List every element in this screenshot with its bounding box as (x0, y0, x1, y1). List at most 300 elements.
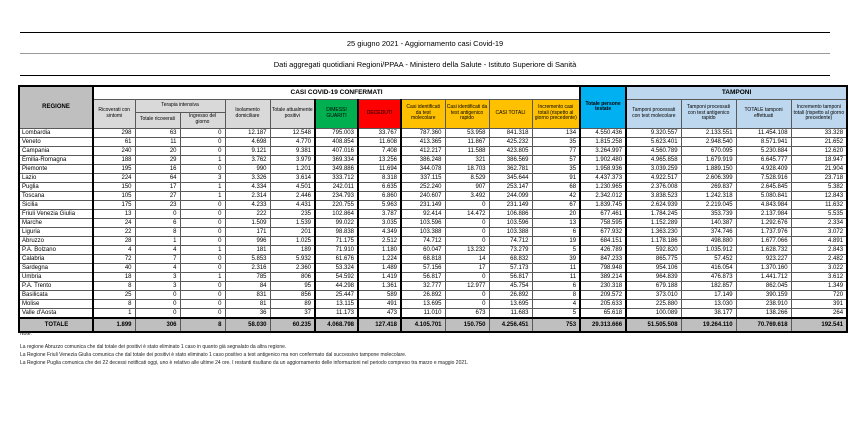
cell-isolamento: 4.698 (225, 137, 270, 146)
cell-casi_antigenico: 13.232 (445, 245, 489, 254)
cell-tamponi_molecolare: 225.880 (626, 299, 681, 308)
cell-incremento_tamponi: 33.328 (791, 128, 847, 137)
cell-ti_totale: 0 (135, 299, 180, 308)
cell-tamponi_totale: 8.571.941 (736, 137, 791, 146)
note-line: La regione Abruzzo comunica che dal totale dei positivi è stato eliminato 1 caso in quanto già segnalato da altra regione. (20, 344, 287, 350)
table-row (19, 209, 847, 218)
cell-tamponi_antigenico: 1.679.919 (681, 155, 736, 164)
cell-casi_totali: 11.683 (489, 308, 532, 318)
cell-deceduti: 4.349 (358, 227, 401, 236)
cell-deceduti: 1.361 (358, 281, 401, 290)
cell-casi_molecolare: 68.818 (401, 254, 445, 263)
cell-tamponi_antigenico: 182.857 (681, 281, 736, 290)
header-persone-testate: Totale persone testate (580, 86, 626, 128)
cell-incremento_casi: 11 (532, 263, 580, 272)
cell-ti_totale: 23 (135, 200, 180, 209)
cell-incremento_casi: 77 (532, 146, 580, 155)
cell-tamponi_antigenico: 13.030 (681, 299, 736, 308)
cell-tamponi_totale: 11.454.108 (736, 128, 791, 137)
cell-guariti: 407.016 (315, 146, 358, 155)
table-row (19, 137, 847, 146)
cell-casi_molecolare: 337.115 (401, 173, 445, 182)
cell-ricoverati: 24 (93, 218, 135, 227)
cell-casi_totali: 4.256.451 (489, 318, 532, 332)
cell-casi_antigenico: 18.703 (445, 164, 489, 173)
cell-tamponi_antigenico: 140.387 (681, 218, 736, 227)
cell-casi_totali: 57.173 (489, 263, 532, 272)
cell-casi_molecolare: 26.892 (401, 290, 445, 299)
cell-incremento_casi: 91 (532, 173, 580, 182)
table-row (19, 254, 847, 263)
cell-incremento_tamponi: 3.612 (791, 272, 847, 281)
region-name: Abruzzo (19, 236, 93, 245)
cell-tamponi_totale: 1.628.732 (736, 245, 791, 254)
cell-incremento_casi: 42 (532, 191, 580, 200)
cell-casi_molecolare: 4.105.701 (401, 318, 445, 332)
table-row (19, 182, 847, 191)
cell-ricoverati: 8 (93, 299, 135, 308)
header-ricoverati: Ricoverati con sintomi (93, 99, 135, 128)
cell-ricoverati: 224 (93, 173, 135, 182)
cell-tamponi_molecolare: 3.838.523 (626, 191, 681, 200)
cell-casi_antigenico: 53.958 (445, 128, 489, 137)
cell-casi_molecolare: 57.156 (401, 263, 445, 272)
cell-tamponi_totale: 390.159 (736, 290, 791, 299)
cell-guariti: 61.676 (315, 254, 358, 263)
cell-isolamento: 222 (225, 209, 270, 218)
cell-ti_totale: 0 (135, 209, 180, 218)
cell-deceduti: 127.418 (358, 318, 401, 332)
cell-ti_ingresso: 1 (180, 155, 225, 164)
cell-casi_antigenico: 14.472 (445, 209, 489, 218)
cell-ricoverati: 22 (93, 227, 135, 236)
region-name: Friuli Venezia Giulia (19, 209, 93, 218)
cell-persone_testate: 758.595 (580, 218, 626, 227)
region-name: P.A. Trento (19, 281, 93, 290)
cell-tamponi_antigenico: 374.746 (681, 227, 736, 236)
cell-incremento_tamponi: 21.904 (791, 164, 847, 173)
cell-tamponi_molecolare: 2.624.939 (626, 200, 681, 209)
cell-casi_antigenico: 3.492 (445, 191, 489, 200)
cell-casi_antigenico: 673 (445, 308, 489, 318)
cell-tamponi_totale: 238.910 (736, 299, 791, 308)
cell-casi_antigenico: 0 (445, 290, 489, 299)
cell-casi_molecolare: 92.414 (401, 209, 445, 218)
cell-casi_antigenico: 14 (445, 254, 489, 263)
cell-tamponi_molecolare: 964.839 (626, 272, 681, 281)
cell-incremento_tamponi: 2.482 (791, 254, 847, 263)
cell-positivi: 3.979 (270, 155, 315, 164)
cell-casi_totali: 103.596 (489, 218, 532, 227)
table-row (19, 245, 847, 254)
cell-tamponi_molecolare: 4.965.858 (626, 155, 681, 164)
cell-persone_testate: 3.264.997 (580, 146, 626, 155)
cell-guariti: 795.003 (315, 128, 358, 137)
cell-tamponi_antigenico: 2.948.540 (681, 137, 736, 146)
cell-ti_ingresso: 0 (180, 200, 225, 209)
cell-ti_ingresso: 0 (180, 254, 225, 263)
cell-guariti: 349.886 (315, 164, 358, 173)
cell-casi_molecolare: 386.248 (401, 155, 445, 164)
cell-positivi: 4.501 (270, 182, 315, 191)
cell-casi_antigenico: 11.588 (445, 146, 489, 155)
cell-casi_totali: 106.886 (489, 209, 532, 218)
cell-tamponi_totale: 4.843.984 (736, 200, 791, 209)
cell-tamponi_totale: 862.045 (736, 281, 791, 290)
cell-casi_totali: 841.318 (489, 128, 532, 137)
cell-guariti: 369.334 (315, 155, 358, 164)
cell-ricoverati: 1.899 (93, 318, 135, 332)
cell-ti_ingresso: 3 (180, 173, 225, 182)
cell-deceduti: 3.787 (358, 209, 401, 218)
cell-incremento_casi: 68 (532, 182, 580, 191)
cell-ti_totale: 8 (135, 227, 180, 236)
cell-guariti: 98.838 (315, 227, 358, 236)
cell-deceduti: 491 (358, 299, 401, 308)
cell-positivi: 189 (270, 245, 315, 254)
cell-ti_ingresso: 0 (180, 290, 225, 299)
cell-tamponi_molecolare: 954.106 (626, 263, 681, 272)
table-row (19, 281, 847, 290)
cell-ricoverati: 13 (93, 209, 135, 218)
cell-deceduti: 6.635 (358, 182, 401, 191)
cell-isolamento: 5.853 (225, 254, 270, 263)
cell-guariti: 99.022 (315, 218, 358, 227)
report-title: 25 giugno 2021 - Aggiornamento casi Covid-19 (20, 33, 830, 54)
cell-positivi: 3.614 (270, 173, 315, 182)
cell-tamponi_antigenico: 269.837 (681, 182, 736, 191)
total-label: TOTALE (19, 318, 93, 332)
region-name: Sardegna (19, 263, 93, 272)
cell-incremento_casi: 35 (532, 164, 580, 173)
cell-tamponi_molecolare: 4.922.517 (626, 173, 681, 182)
cell-deceduti: 1.224 (358, 254, 401, 263)
cell-ti_ingresso: 8 (180, 318, 225, 332)
header-ti-ingresso: Ingresso del giorno (180, 112, 225, 128)
cell-tamponi_molecolare: 4.560.789 (626, 146, 681, 155)
cell-casi_totali: 386.569 (489, 155, 532, 164)
table-row (19, 164, 847, 173)
cell-incremento_casi: 13 (532, 218, 580, 227)
cell-persone_testate: 1.230.965 (580, 182, 626, 191)
table-row (19, 173, 847, 182)
cell-ti_totale: 3 (135, 272, 180, 281)
cell-guariti: 25.447 (315, 290, 358, 299)
region-name: Molise (19, 299, 93, 308)
cell-tamponi_antigenico: 17.149 (681, 290, 736, 299)
region-name: P.A. Bolzano (19, 245, 93, 254)
cell-incremento_tamponi: 5.382 (791, 182, 847, 191)
region-name: Umbria (19, 272, 93, 281)
cell-guariti: 4.068.798 (315, 318, 358, 332)
cell-isolamento: 4.334 (225, 182, 270, 191)
region-name: Toscana (19, 191, 93, 200)
cell-positivi: 9.381 (270, 146, 315, 155)
table-row (19, 290, 847, 299)
cell-casi_antigenico: 17 (445, 263, 489, 272)
cell-casi_molecolare: 344.078 (401, 164, 445, 173)
cell-ricoverati: 40 (93, 263, 135, 272)
cell-casi_antigenico: 0 (445, 299, 489, 308)
cell-incremento_casi: 20 (532, 209, 580, 218)
cell-tamponi_molecolare: 1.363.230 (626, 227, 681, 236)
cell-persone_testate: 4.550.436 (580, 128, 626, 137)
cell-persone_testate: 29.313.666 (580, 318, 626, 332)
cell-deceduti: 33.767 (358, 128, 401, 137)
cell-casi_totali: 56.817 (489, 272, 532, 281)
cell-tamponi_antigenico: 498.880 (681, 236, 736, 245)
cell-casi_molecolare: 412.217 (401, 146, 445, 155)
cell-ricoverati: 298 (93, 128, 135, 137)
cell-ti_ingresso: 1 (180, 272, 225, 281)
cell-incremento_tamponi: 720 (791, 290, 847, 299)
cell-ti_ingresso: 1 (180, 191, 225, 200)
region-name: Calabria (19, 254, 93, 263)
cell-isolamento: 3.762 (225, 155, 270, 164)
cell-tamponi_totale: 70.769.618 (736, 318, 791, 332)
cell-ti_totale: 4 (135, 263, 180, 272)
cell-isolamento: 2.316 (225, 263, 270, 272)
cell-persone_testate: 1.958.936 (580, 164, 626, 173)
cell-ti_ingresso: 0 (180, 281, 225, 290)
header-incremento-tamponi: Incremento tamponi totali (rispetto al giorno precedente) (791, 99, 847, 128)
region-name: Campania (19, 146, 93, 155)
cell-tamponi_molecolare: 1.152.289 (626, 218, 681, 227)
cell-incremento_casi: 6 (532, 281, 580, 290)
region-name: Valle d'Aosta (19, 308, 93, 318)
cell-deceduti: 473 (358, 308, 401, 318)
cell-guariti: 71.910 (315, 245, 358, 254)
cell-ti_ingresso: 0 (180, 227, 225, 236)
report-subtitle: Dati aggregati quotidiani Regioni/PPAA - Ministero della Salute - Istituto Superiore di Sanità (273, 60, 577, 69)
cell-casi_antigenico: 150.750 (445, 318, 489, 332)
cell-casi_antigenico: 0 (445, 272, 489, 281)
cell-ti_totale: 11 (135, 137, 180, 146)
cell-casi_totali: 244.099 (489, 191, 532, 200)
cell-isolamento: 990 (225, 164, 270, 173)
cell-casi_molecolare: 32.777 (401, 281, 445, 290)
cell-ti_ingresso: 0 (180, 146, 225, 155)
cell-deceduti: 6.860 (358, 191, 401, 200)
cell-isolamento: 84 (225, 281, 270, 290)
cell-incremento_casi: 6 (532, 227, 580, 236)
note-line: La Regione Puglia comunica che dei 22 decessi notificati oggi, uno è relativo alle ultime 24 ore. I restanti risultano da un aggiornamento delle informazioni nel periodo compreso tra marzo e maggio 2021. (20, 360, 469, 366)
cell-tamponi_totale: 2.137.984 (736, 209, 791, 218)
cell-persone_testate: 205.633 (580, 299, 626, 308)
cell-ti_totale: 29 (135, 155, 180, 164)
cell-positivi: 856 (270, 290, 315, 299)
cell-ricoverati: 175 (93, 200, 135, 209)
cell-casi_antigenico: 11.867 (445, 137, 489, 146)
cell-tamponi_totale: 1.441.712 (736, 272, 791, 281)
cell-positivi: 2.360 (270, 263, 315, 272)
cell-incremento_tamponi: 12.843 (791, 191, 847, 200)
region-name: Veneto (19, 137, 93, 146)
header-terapia-intensiva: Terapia intensiva (135, 99, 225, 112)
table-row (19, 263, 847, 272)
cell-tamponi_molecolare: 1.178.186 (626, 236, 681, 245)
cell-tamponi_totale: 923.227 (736, 254, 791, 263)
cell-incremento_tamponi: 18.947 (791, 155, 847, 164)
cell-ricoverati: 240 (93, 146, 135, 155)
table-row (19, 236, 847, 245)
cell-ti_ingresso: 1 (180, 245, 225, 254)
cell-incremento_casi: 753 (532, 318, 580, 332)
cell-ti_totale: 306 (135, 318, 180, 332)
cell-tamponi_molecolare: 592.820 (626, 245, 681, 254)
cell-casi_molecolare: 103.388 (401, 227, 445, 236)
cell-casi_antigenico: 0 (445, 227, 489, 236)
cell-guariti: 13.115 (315, 299, 358, 308)
cell-guariti: 234.793 (315, 191, 358, 200)
cell-ti_totale: 17 (135, 182, 180, 191)
cell-casi_molecolare: 103.596 (401, 218, 445, 227)
cell-positivi: 1.201 (270, 164, 315, 173)
cell-isolamento: 3.326 (225, 173, 270, 182)
cell-guariti: 71.175 (315, 236, 358, 245)
table-row (19, 191, 847, 200)
cell-casi_totali: 103.388 (489, 227, 532, 236)
region-name: Basilicata (19, 290, 93, 299)
cell-guariti: 44.298 (315, 281, 358, 290)
cell-incremento_casi: 134 (532, 128, 580, 137)
header-group-tamponi: TAMPONI (626, 86, 847, 99)
table-row (19, 155, 847, 164)
cell-tamponi_antigenico: 2.606.399 (681, 173, 736, 182)
cell-persone_testate: 65.618 (580, 308, 626, 318)
cell-casi_antigenico: 321 (445, 155, 489, 164)
cell-isolamento: 36 (225, 308, 270, 318)
cell-incremento_tamponi: 2.334 (791, 218, 847, 227)
header-regione: REGIONE (19, 86, 93, 128)
cell-tamponi_molecolare: 679.188 (626, 281, 681, 290)
cell-guariti: 54.592 (315, 272, 358, 281)
cell-tamponi_totale: 7.528.916 (736, 173, 791, 182)
cell-ti_ingresso: 0 (180, 128, 225, 137)
header-isolamento: Isolamento domiciliare (225, 99, 270, 128)
cell-guariti: 53.324 (315, 263, 358, 272)
region-name: Lazio (19, 173, 93, 182)
cell-deceduti: 11.694 (358, 164, 401, 173)
cell-ti_totale: 6 (135, 218, 180, 227)
cell-positivi: 201 (270, 227, 315, 236)
cell-casi_totali: 68.832 (489, 254, 532, 263)
cell-casi_molecolare: 13.695 (401, 299, 445, 308)
cell-guariti: 220.755 (315, 200, 358, 209)
header-tamponi-antigenico: Tamponi processati con test antigenico rapido (681, 99, 736, 128)
cell-isolamento: 1.509 (225, 218, 270, 227)
cell-incremento_tamponi: 1.349 (791, 281, 847, 290)
cell-ti_ingresso: 0 (180, 299, 225, 308)
cell-positivi: 60.235 (270, 318, 315, 332)
cell-positivi: 89 (270, 299, 315, 308)
cell-incremento_casi: 5 (532, 245, 580, 254)
cell-tamponi_totale: 5.080.841 (736, 191, 791, 200)
cell-incremento_casi: 11 (532, 272, 580, 281)
table-row (19, 128, 847, 137)
cell-casi_molecolare: 11.010 (401, 308, 445, 318)
cell-incremento_tamponi: 21.652 (791, 137, 847, 146)
cell-casi_molecolare: 240.607 (401, 191, 445, 200)
cell-tamponi_antigenico: 19.264.110 (681, 318, 736, 332)
cell-casi_antigenico: 0 (445, 218, 489, 227)
cell-tamponi_totale: 1.370.160 (736, 263, 791, 272)
cell-positivi: 2.446 (270, 191, 315, 200)
cell-persone_testate: 798.948 (580, 263, 626, 272)
covid-data-table (18, 85, 848, 333)
cell-guariti: 408.854 (315, 137, 358, 146)
cell-guariti: 333.712 (315, 173, 358, 182)
cell-incremento_casi: 35 (532, 137, 580, 146)
cell-tamponi_antigenico: 476.873 (681, 272, 736, 281)
cell-deceduti: 11.608 (358, 137, 401, 146)
cell-casi_molecolare: 56.817 (401, 272, 445, 281)
cell-ricoverati: 1 (93, 308, 135, 318)
notes-list (20, 344, 830, 367)
cell-ti_totale: 20 (135, 146, 180, 155)
cell-tamponi_molecolare: 9.320.557 (626, 128, 681, 137)
cell-isolamento: 81 (225, 299, 270, 308)
cell-incremento_casi: 4 (532, 299, 580, 308)
cell-ti_ingresso: 0 (180, 164, 225, 173)
cell-ti_ingresso: 0 (180, 209, 225, 218)
cell-ricoverati: 105 (93, 191, 135, 200)
cell-ti_totale: 0 (135, 308, 180, 318)
table-row (19, 272, 847, 281)
cell-incremento_tamponi: 4.891 (791, 236, 847, 245)
cell-ti_ingresso: 0 (180, 236, 225, 245)
cell-casi_molecolare: 787.360 (401, 128, 445, 137)
cell-tamponi_molecolare: 1.784.245 (626, 209, 681, 218)
cell-ti_totale: 7 (135, 254, 180, 263)
cell-persone_testate: 4.437.373 (580, 173, 626, 182)
cell-ti_totale: 16 (135, 164, 180, 173)
table-row (19, 308, 847, 318)
cell-casi_molecolare: 231.149 (401, 200, 445, 209)
cell-ricoverati: 4 (93, 245, 135, 254)
cell-isolamento: 996 (225, 236, 270, 245)
cell-ti_ingresso: 1 (180, 182, 225, 191)
table-row (19, 227, 847, 236)
cell-ricoverati: 25 (93, 290, 135, 299)
cell-casi_totali: 423.805 (489, 146, 532, 155)
region-name: Sicilia (19, 200, 93, 209)
header-positivi: Totale attualmente positivi (270, 99, 315, 128)
cell-incremento_tamponi: 391 (791, 299, 847, 308)
notes-label: Note: (20, 331, 32, 337)
cell-deceduti: 7.408 (358, 146, 401, 155)
total-row (19, 318, 847, 332)
header-tamponi-molecolare: Tamponi processati con test molecolare (626, 99, 681, 128)
header-casi-totali: CASI TOTALI (489, 99, 532, 128)
cell-positivi: 95 (270, 281, 315, 290)
cell-tamponi_antigenico: 670.095 (681, 146, 736, 155)
cell-tamponi_molecolare: 3.039.259 (626, 164, 681, 173)
cell-ricoverati: 150 (93, 182, 135, 191)
table-row (19, 146, 847, 155)
cell-tamponi_molecolare: 865.775 (626, 254, 681, 263)
region-name: Emilia-Romagna (19, 155, 93, 164)
cell-incremento_tamponi: 192.541 (791, 318, 847, 332)
cell-positivi: 1.025 (270, 236, 315, 245)
cell-tamponi_totale: 138.266 (736, 308, 791, 318)
cell-ti_totale: 3 (135, 281, 180, 290)
cell-tamponi_totale: 5.230.884 (736, 146, 791, 155)
cell-guariti: 242.011 (315, 182, 358, 191)
cell-persone_testate: 230.318 (580, 281, 626, 290)
cell-persone_testate: 426.789 (580, 245, 626, 254)
cell-tamponi_antigenico: 38.177 (681, 308, 736, 318)
